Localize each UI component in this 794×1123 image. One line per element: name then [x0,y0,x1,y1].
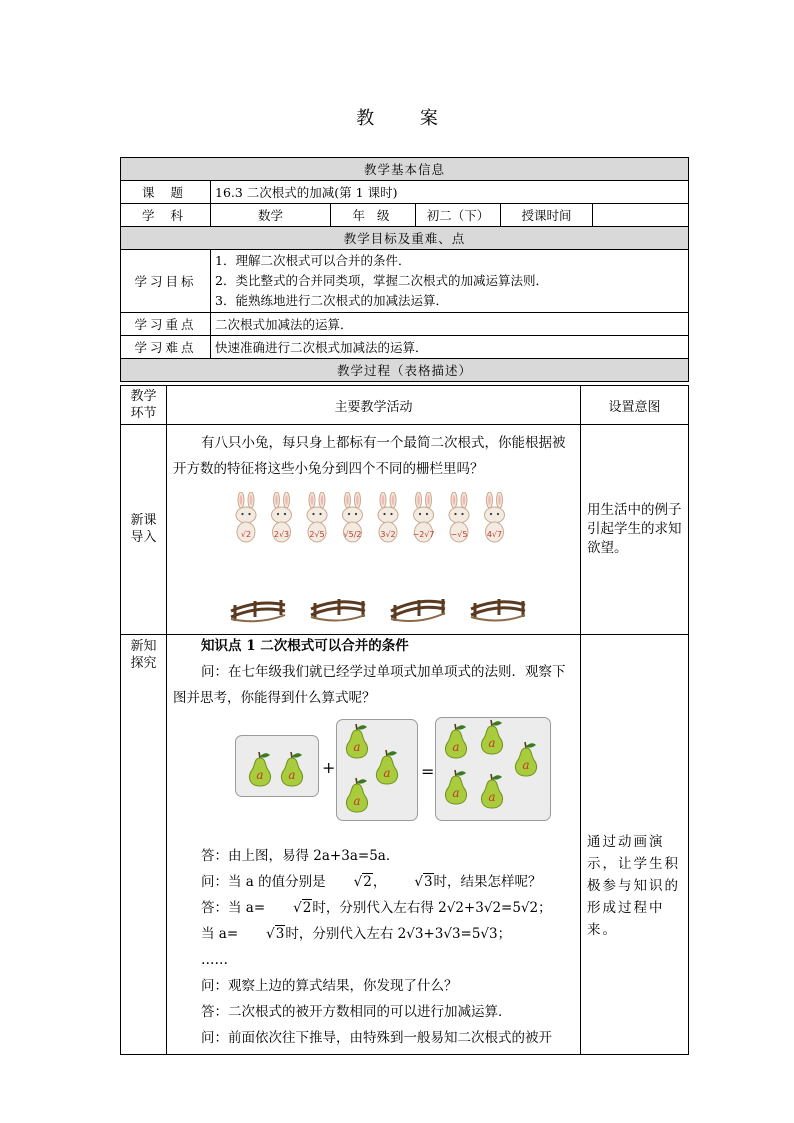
rabbit-label: 2√5 [309,530,325,539]
pear-letter: a [522,758,530,772]
topic-label: 课 题 [121,181,211,204]
fence-icon [311,599,365,621]
pear-letter: a [288,768,296,782]
basic-info-header: 教学基本信息 [121,158,689,181]
pear-letter: a [452,740,460,754]
pear-box-left [235,735,319,797]
goal-item: 3．能熟练地进行二次根式的加减法运算． [215,293,448,308]
rabbit-label: 2√3 [273,530,290,539]
topic-value: 16.3 二次根式的加减(第 1 课时) [211,181,689,204]
pear-letter: a [353,794,361,808]
pear-letter: a [488,736,496,750]
pear-letter: a [488,790,496,804]
rabbit-label: −2√7 [412,530,435,539]
pear-icon [346,724,367,758]
rabbit-label: √5/2 [343,530,362,539]
key-label: 学习重点 [121,313,211,336]
page-title: 教 案 [356,108,458,129]
difficulty-label: 学习难点 [121,336,211,359]
pears-illustration [173,717,574,839]
stage-explore: 新知探究 [121,635,167,1055]
question-3: 问：观察上边的算式结果，你发现了什么？ [201,978,458,994]
col-stage-header [121,386,167,425]
intro-text: 有八只小兔，每只身上都标有一个最简二次根式，你能根据被开方数的特征将这些小兔分到四个不同的栅栏里吗？ [173,435,566,477]
ellipsis: …… [201,952,228,968]
intro-intent: 用生活中的例子引起学生的求知欲望。 [581,425,689,635]
fence-icon [471,599,525,621]
key-value: 二次根式加减法的运算． [211,313,689,336]
pear-icon [376,750,397,784]
pear-letter: a [452,786,460,800]
grade-value: 初二（下） [416,204,501,227]
rabbit-label: 3√2 [380,530,396,539]
pear-icon [249,752,270,786]
explore-intent: 通过动画演示，让学生积极参与知识的形成过程中来。 [581,635,689,1055]
answer-1: 答：由上图，易得 2a+3a=5a． [201,848,400,864]
basic-info-table [120,157,689,382]
col-intent-header: 设置意图 [581,386,689,425]
time-label: 授课时间 [501,204,593,227]
explore-activity [167,635,581,1055]
answer-2: 答：当 a= √2时，分别代入左右得 2√2+3√2=5√2； [201,900,552,916]
pear-icon [445,724,466,758]
fences-illustration [229,585,529,625]
question-2: 问：当 a 的值分别是 √2， √3时，结果怎样呢？ [201,874,542,890]
col-stage-text: 教学环节 [130,389,157,421]
question-4: 问：前面依次往下推导，由特殊到一般易知二次根式的被开 [201,1030,552,1046]
time-value [593,204,689,227]
goals-list [211,250,689,313]
pear-icon [346,778,367,812]
process-header: 教学过程（表格描述） [121,359,689,382]
goal-item: 2．类比整式的合并同类项，掌握二次根式的加减运算法则． [215,273,548,288]
intro-activity [167,425,581,635]
goals-header: 教学目标及重难、点 [121,227,689,250]
col-activity-header: 主要教学活动 [167,386,581,425]
pear-letter: a [256,768,264,782]
question-1: 问：在七年级我们就已经学过单项式加单项式的法则．观察下图并思考，你能得到什么算式呢？ [173,664,566,706]
difficulty-value: 快速准确进行二次根式加减法的运算． [211,336,689,359]
pear-letter: a [383,766,391,780]
answer-3: 当 a= √3时，分别代入左右 2√3+3√3=5√3； [201,926,512,942]
plus-sign: + [322,758,336,777]
stage-intro: 新课导入 [121,425,167,635]
answer-4: 答：二次根式的被开方数相同的可以进行加减运算． [201,1004,512,1020]
rabbit-label: −√5 [450,530,468,539]
pear-icon [481,720,502,754]
goal-item: 1．理解二次根式可以合并的条件． [215,253,411,268]
goals-label: 学习目标 [121,250,211,313]
pear-box-middle [336,719,418,821]
rabbit-label: 4√7 [486,530,503,539]
subject-label: 学 科 [121,204,211,227]
pear-box-right [435,717,551,821]
pear-icon [481,774,502,808]
fence-icon [391,599,445,621]
pear-letter: a [353,740,361,754]
equals-sign: = [421,762,435,781]
pear-icon [515,742,536,776]
rabbit-label: √2 [240,530,252,539]
rabbits-illustration [229,492,519,552]
subject-value: 数学 [211,204,331,227]
fence-icon [231,600,285,621]
knowledge-point-title: 知识点 1 二次根式可以合并的条件 [201,638,409,654]
pear-icon [281,752,302,786]
grade-label: 年 级 [331,204,416,227]
pear-icon [445,770,466,804]
process-table [120,385,689,1055]
